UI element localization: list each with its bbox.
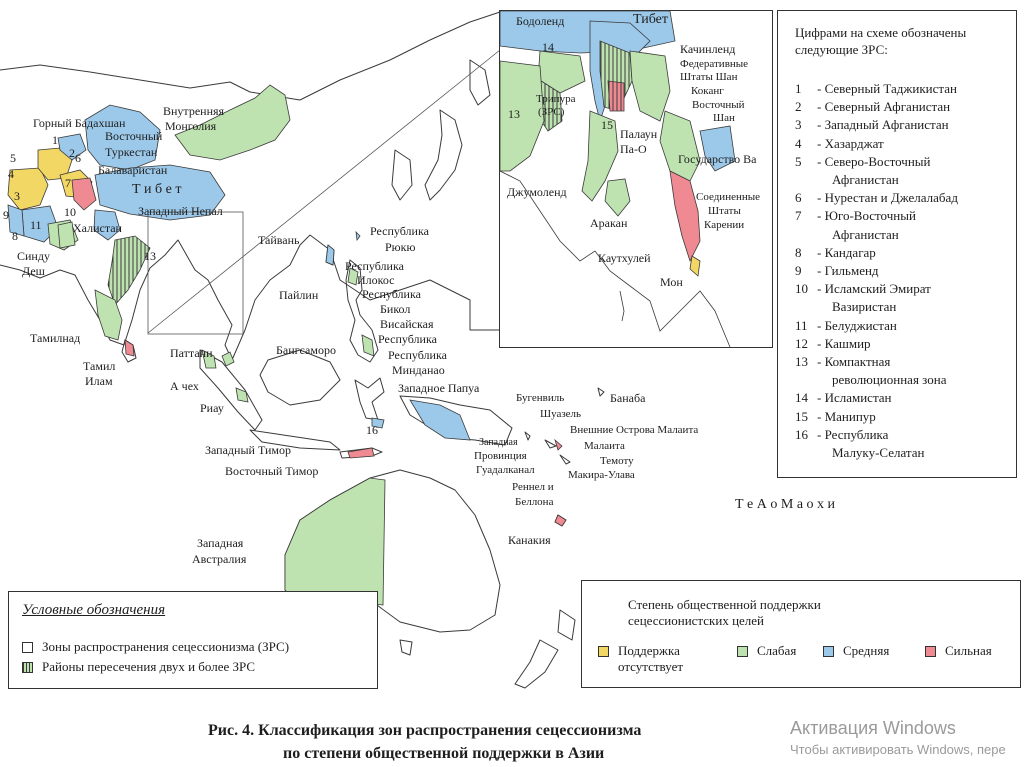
zone-num-9: 9 bbox=[3, 208, 9, 222]
label-rennell-2: Беллона bbox=[515, 496, 554, 508]
label-shuazel: Шуазель bbox=[540, 408, 582, 420]
reference-item bbox=[795, 82, 957, 96]
inset-label-palaun: Палаун bbox=[620, 127, 658, 141]
inset-zone-num-14: 14 bbox=[542, 40, 554, 54]
zone-num-4: 4 bbox=[8, 167, 14, 181]
zone-num-10: 10 bbox=[64, 205, 76, 219]
label-sindhu-desh-2: Деш bbox=[22, 264, 45, 278]
inset-zone-num-15: 15 bbox=[601, 118, 613, 132]
label-mindanao: Республика bbox=[388, 348, 447, 362]
label-vostochny-turkestan-2: Туркестан bbox=[105, 145, 158, 159]
reference-item-text: - Компактная bbox=[817, 354, 891, 369]
swatch-medium bbox=[823, 646, 834, 657]
label-pailin: Пайлин bbox=[279, 288, 319, 302]
reference-item-text: - Северный Афганистан bbox=[817, 99, 951, 114]
legend-overlap-label: Районы пересечения двух и более ЗРС bbox=[42, 659, 256, 674]
reference-item-number: 11 bbox=[795, 318, 808, 333]
label-taiwan: Тайвань bbox=[258, 233, 300, 247]
label-ryukyu: Республика bbox=[370, 224, 429, 238]
inset-label-vost-shan-2: Шан bbox=[713, 112, 735, 124]
reference-item-text: - Республика bbox=[817, 427, 889, 442]
inset-label-jumoland: Джумоленд bbox=[507, 185, 567, 199]
label-vnutr-mongolia: Внутренняя bbox=[163, 104, 225, 118]
label-te-ao-maohi: Т е А о М а о х и bbox=[735, 497, 836, 512]
figure-caption-2: по степени общественной поддержки в Азии bbox=[283, 745, 605, 762]
label-vostochny-turkestan: Восточный bbox=[105, 129, 163, 143]
reference-item bbox=[795, 118, 949, 132]
label-visayas-2: Республика bbox=[378, 332, 437, 346]
label-ilokos: Республика bbox=[345, 259, 404, 273]
inset-label-tripura: Трипура bbox=[536, 93, 576, 105]
label-pattani: Паттани bbox=[170, 346, 213, 360]
label-sindhu-desh: Синду bbox=[17, 249, 50, 263]
zone-num-6: 6 bbox=[75, 151, 81, 165]
legend-none-label-2: отсутствует bbox=[618, 659, 684, 674]
label-vneshnie-malaita: Внешние Острова Малаита bbox=[570, 424, 699, 436]
legend-strong-label: Сильная bbox=[945, 643, 992, 658]
reference-item bbox=[795, 428, 888, 442]
reference-item bbox=[795, 282, 931, 296]
zone-num-8: 8 bbox=[12, 229, 18, 243]
label-zap-avstraliya-2: Австралия bbox=[192, 552, 247, 566]
legend-conventions-title: Условные обозначения bbox=[22, 602, 166, 618]
reference-item-number: 1 bbox=[795, 81, 802, 96]
reference-item-number: 10 bbox=[795, 281, 808, 296]
swatch-none bbox=[598, 646, 609, 657]
label-balavaristan: Балаваристан bbox=[98, 163, 168, 177]
zone-num-2: 2 bbox=[69, 146, 75, 160]
reference-item-number: 13 bbox=[795, 354, 808, 369]
reference-item-number: 3 bbox=[795, 117, 802, 132]
label-guadalcanal: Гуадалканал bbox=[476, 464, 535, 476]
label-tamil-ilam: Тамил bbox=[83, 359, 116, 373]
label-ilokos-2: Илокос bbox=[357, 273, 395, 287]
zone-num-5: 5 bbox=[10, 151, 16, 165]
reference-item bbox=[795, 264, 879, 278]
inset-map-frame bbox=[499, 10, 773, 348]
reference-item-text: - Нурестан и Джелалабад bbox=[817, 190, 958, 205]
swatch-weak bbox=[737, 646, 748, 657]
inset-label-mon: Мон bbox=[660, 275, 683, 289]
windows-activation-watermark: Активация Windows bbox=[790, 718, 956, 738]
reference-item bbox=[795, 246, 876, 260]
inset-label-gosudarstvo-va: Государство Ва bbox=[678, 152, 757, 166]
reference-item-text: - Западный Афганистан bbox=[817, 117, 949, 132]
legend-weak-label: Слабая bbox=[757, 643, 797, 658]
reference-item-text: - Северо-Восточный bbox=[817, 154, 931, 169]
swatch-strong bbox=[925, 646, 936, 657]
label-malaita: Малаита bbox=[584, 440, 625, 452]
label-rennell: Реннел и bbox=[512, 481, 554, 493]
label-tamilnad: Тамилнад bbox=[30, 331, 81, 345]
reference-item-number: 2 bbox=[795, 99, 802, 114]
label-bougainville: Бугенвиль bbox=[516, 392, 565, 404]
zone-num-3: 3 bbox=[14, 189, 20, 203]
inset-label-kokang: Коканг bbox=[691, 85, 724, 97]
zone-num-7: 7 bbox=[65, 176, 71, 190]
label-tamil-ilam-2: Илам bbox=[85, 374, 113, 388]
reference-item bbox=[795, 391, 892, 405]
windows-activation-watermark-2: Чтобы активировать Windows, пере bbox=[790, 742, 1006, 757]
reference-item-continuation: Вазиристан bbox=[832, 299, 897, 314]
reference-title: Цифрами на схеме обозначены bbox=[795, 25, 967, 40]
swatch-zones bbox=[22, 642, 33, 653]
label-makira: Макира-Улава bbox=[568, 469, 635, 481]
reference-item-text: - Юго-Восточный bbox=[817, 208, 916, 223]
reference-item-number: 14 bbox=[795, 390, 808, 405]
reference-item-text: - Северный Таджикистан bbox=[817, 81, 957, 96]
reference-item-text: - Манипур bbox=[817, 409, 876, 424]
reference-item-continuation: Малуку-Селатан bbox=[832, 445, 925, 460]
inset-label-tibet: Тибет bbox=[633, 12, 668, 27]
inset-label-kachinlend: Качинленд bbox=[680, 42, 736, 56]
reference-item-number: 5 bbox=[795, 154, 802, 169]
inset-label-bodoland: Бодоленд bbox=[516, 14, 565, 28]
reference-item-continuation: Афганистан bbox=[832, 172, 899, 187]
reference-item bbox=[795, 155, 930, 169]
inset-label-vost-shan: Восточный bbox=[692, 99, 745, 111]
legend-none-label: Поддержка bbox=[618, 643, 680, 658]
zone-num-13: 13 bbox=[144, 249, 156, 263]
legend-zones-label: Зоны распространения сецессионизма (ЗРС) bbox=[42, 639, 290, 654]
label-zap-papua: Западное Папуа bbox=[398, 381, 480, 395]
reference-item-number: 4 bbox=[795, 136, 802, 151]
label-kanakia: Канакия bbox=[508, 533, 551, 547]
label-mindanao-2: Минданао bbox=[392, 363, 445, 377]
reference-title-2: следующие ЗРС: bbox=[795, 42, 888, 57]
figure-caption: Рис. 4. Классификация зон распространения сецессионизма bbox=[208, 722, 642, 739]
inset-label-united-karen-2: Штаты bbox=[708, 205, 741, 217]
inset-label-arakan: Аракан bbox=[590, 216, 628, 230]
reference-item-number: 12 bbox=[795, 336, 808, 351]
inset-label-fed-shan: Федеративные bbox=[680, 58, 749, 70]
reference-item-number: 8 bbox=[795, 245, 802, 260]
label-banaba: Банаба bbox=[610, 391, 646, 405]
zone-num-16: 16 bbox=[366, 423, 378, 437]
reference-item-continuation: революционная зона bbox=[832, 372, 947, 387]
label-zapadny-nepal: Западный Непал bbox=[138, 204, 223, 218]
reference-item-text: - Исламский Эмират bbox=[817, 281, 931, 296]
label-bangsamoro: Бангсаморо bbox=[276, 343, 336, 357]
reference-item bbox=[795, 100, 950, 114]
label-riau: Риау bbox=[200, 401, 224, 415]
inset-label-united-karen-3: Карении bbox=[704, 219, 745, 231]
swatch-overlap bbox=[22, 662, 33, 673]
reference-item bbox=[795, 209, 916, 223]
inset-label-fed-shan-2: Штаты Шан bbox=[680, 71, 738, 83]
label-ryukyu-2: Рюкю bbox=[385, 240, 416, 254]
label-zap-timor: Западный Тимор bbox=[205, 443, 291, 457]
reference-item bbox=[795, 410, 876, 424]
reference-item-number: 6 bbox=[795, 190, 802, 205]
reference-item-text: - Белуджистан bbox=[817, 318, 897, 333]
reference-item-text: - Гильменд bbox=[817, 263, 879, 278]
inset-label-tripura-2: (ЗРС) bbox=[538, 106, 565, 118]
label-vost-timor: Восточный Тимор bbox=[225, 464, 319, 478]
reference-item-number: 15 bbox=[795, 409, 808, 424]
legend-medium-label: Средняя bbox=[843, 643, 890, 658]
reference-item bbox=[795, 137, 884, 151]
reference-item-text: - Кандагар bbox=[817, 245, 876, 260]
inset-label-united-karen: Соединенные bbox=[696, 191, 761, 203]
label-gorny-badakhshan: Горный Бадахшан bbox=[33, 116, 126, 130]
reference-item-text: - Кашмир bbox=[817, 336, 871, 351]
label-zap-provinciya-2: Провинция bbox=[474, 450, 527, 462]
reference-item-text: - Исламистан bbox=[817, 390, 892, 405]
label-khalistan: Халистан bbox=[73, 221, 122, 235]
label-temotu: Темоту bbox=[600, 455, 634, 467]
legend-support-title: Степень общественной поддержки bbox=[628, 597, 821, 612]
reference-item bbox=[795, 191, 958, 205]
reference-item-continuation: Афганистан bbox=[832, 227, 899, 242]
reference-item bbox=[795, 355, 890, 369]
reference-item-number: 7 bbox=[795, 208, 802, 223]
label-vnutr-mongolia-2: Монголия bbox=[165, 119, 217, 133]
inset-label-kautkhulei: Каутхулей bbox=[598, 251, 651, 265]
label-zap-provinciya: Западная bbox=[479, 437, 518, 448]
label-tibet: Т и б е т bbox=[132, 182, 182, 197]
reference-item-text: - Хазарджат bbox=[817, 136, 884, 151]
inset-label-pao: Па-О bbox=[620, 142, 647, 156]
legend-support-title-2: сецессионистских целей bbox=[628, 613, 765, 628]
reference-item-number: 9 bbox=[795, 263, 802, 278]
reference-item bbox=[795, 337, 871, 351]
reference-item-number: 16 bbox=[795, 427, 808, 442]
label-aceh: А чех bbox=[170, 379, 199, 393]
zone-num-1: 1 bbox=[52, 133, 58, 147]
inset-zone-num-13: 13 bbox=[508, 107, 520, 121]
label-zap-avstraliya: Западная bbox=[197, 536, 244, 550]
zone-num-11: 11 bbox=[30, 218, 42, 232]
label-bikol: Республика bbox=[362, 287, 421, 301]
label-bikol-2: Бикол bbox=[380, 302, 411, 316]
reference-item bbox=[795, 319, 897, 333]
label-visayas: Висайская bbox=[380, 317, 434, 331]
